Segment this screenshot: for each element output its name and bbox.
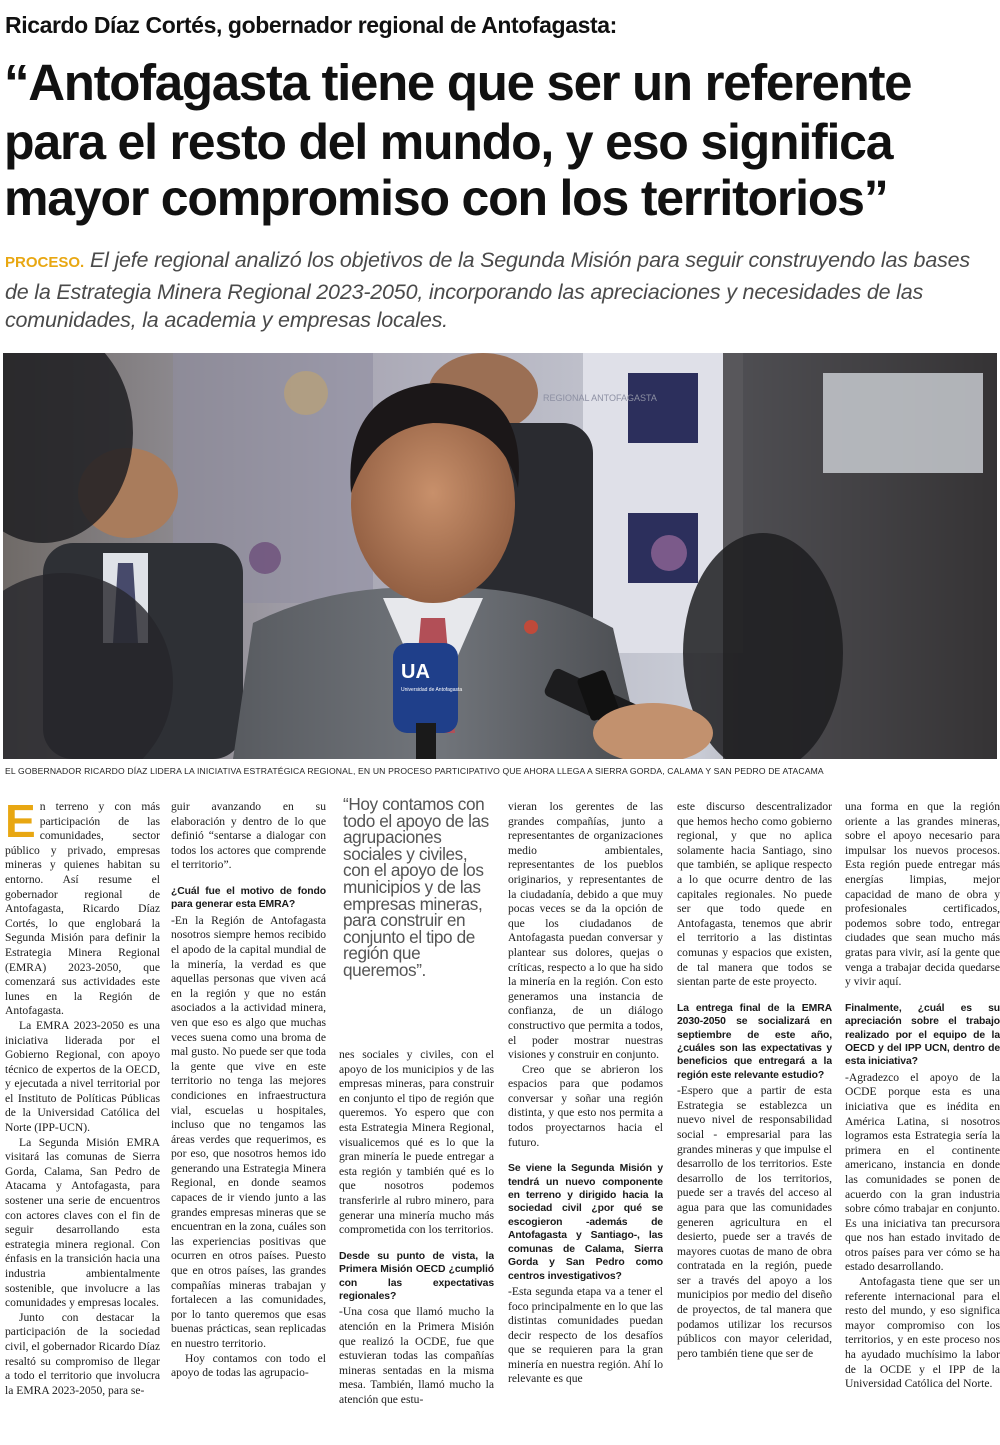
body-paragraph: Creo que se abrieron los espacios para que podamos conversar y soñar una región distinta, y que esto nos permita a todos proyectarnos hacia el futuro. — [508, 1062, 663, 1149]
interview-answer: -Espero que a partir de esta Estrategia se establezca un nuevo nivel de responsabilidad social - empresarial para las grandes mineras y que impulse el desarrollo de los territorios. Este desarrollo de los territorios, puede ser a través del acceso al agua para que las comunidades generen agricultura en el desierto, puede ser a través de mayores cuotas de mano de obra contratada en la región, puede ser a través del apoyo a los municipios por medio del diseño de proyectos, de tal manera que podamos utilizar los recursos públicos con mayor celeridad, pero también tiene que ser de — [677, 1084, 832, 1360]
interview-question: La entrega final de la EMRA 2030-2050 se socializará en septiembre de este año, ¿cuáles son las expectativas y beneficios que entregará a la región este relevante estudio? — [677, 1002, 832, 1081]
interview-answer: -En la Región de Antofagasta nosotros siempre hemos recibido el apodo de la capital mundial de la minería, la verdad es que aquellas personas que viven acá en la región y que no están asociados a la actividad minera, ven que eso es algo que muchas veces suena como una broma de mal gusto. No puede ser que toda la gente que vive en este territorio no tenga las mejores condiciones en infraestructura vial, escuelas u hospitales, incluso que no tengamos las áreas verdes que requerimos, es por eso, que nosotros hemos ido generando una Estrategia Minera Regional, en donde seamos capaces de ir viendo junto a las grandes empresas mineras que se encuentran en la zona, cuáles son las experiencias positivas que ocurren en otros países. Puesto que en otros países, las grandes compañías mineras trabajan y fortalecen a las comunidades, por lo tanto queremos que esas buenas prácticas, sean replicadas en nuestro territorio. — [171, 913, 326, 1350]
body-paragraph: una forma en que la región oriente a las grandes mineras, sobre el apoyo necesario para impulsar los nuevos procesos. Esta región puede entregar más energías limpias, mejor capacidad de mano de obra y profesionales certificados, podemos sobre todo, entregar ciudades que sean mucho más gratas para vivir, así la gente que venga a trabajar decida quedarse y vivir aquí. — [845, 800, 1000, 989]
column-2 — [171, 800, 326, 1430]
drop-cap: E — [5, 800, 36, 847]
body-paragraph: nes sociales y civiles, con el apoyo de los municipios y de las empresas mineras, para construir en conjunto el tipo de región que queremos. Yo espero que con esta Estrategia Minera Regional, visualicemos qué es lo que la gran minería le puede entregar a esta región y también qué es lo que nosotros podemos transferirle al rubro minero, para generar una minería mucho más comprometida con los territorios. — [339, 1048, 494, 1237]
interview-question: Finalmente, ¿cuál es su apreciación sobre el trabajo realizado por el equipo de la OECD y del IPP UCN, dentro de esta iniciativa? — [845, 1002, 1000, 1068]
article-photo — [3, 353, 997, 759]
body-paragraph: guir avanzando en su elaboración y dentro de lo que definió “sentarse a dialogar con todos los actores que comprende el territorio”. — [171, 800, 326, 872]
column-6 — [845, 800, 1000, 1430]
column-4 — [508, 800, 663, 1430]
mic-subtitle: Universidad de Antofagasta — [401, 687, 463, 693]
column-3 — [339, 1048, 494, 1430]
body-paragraph: este discurso descentralizador que hemos hecho como gobierno regional, y que no aplica solamente hacia Santiago, sino que también, se aplique respecto a lo que ocurre dentro de las capitales regionales. No puede ser que todo quede en Antofagasta, tenemos que abrir el territorio a las distintas comunas y espacios que existen, de tal manera que todos se sientan parte de este proyecto. — [677, 800, 832, 989]
interview-answer: -Esta segunda etapa va a tener el foco principalmente en lo que las distintas comunidades puedan decir respecto de los desafíos que se requieren para la gran minería en nuestra región. Ahí lo relevante es que — [508, 1284, 663, 1386]
body-paragraph: La EMRA 2023-2050 es una iniciativa liderada por el Gobierno Regional, con apoyo técnico de expertos de la OECD, y ejecutada a nivel territorial por el Instituto de Políticas Públicas de la Universidad Católica del Norte (IPP-UCN). — [5, 1018, 160, 1135]
interview-answer: -Una cosa que llamó mucho la atención en la Primera Misión que realizó la OCDE, fue que estuvieran todas las compañías mineras sentadas en la misma mesa. También, llamó mucho la atención que estu- — [339, 1305, 494, 1406]
photo-illustration — [3, 353, 997, 759]
interview-question: ¿Cuál fue el motivo de fondo para generar esta EMRA? — [171, 885, 326, 911]
body-paragraph: La Segunda Misión EMRA visitará las comunas de Sierra Gorda, Calama, San Pedro de Atacama y Antofagasta, para sostener una serie de encuentros con actores claves con el fin de seguir desarrollando esta estrategia minera regional. Con énfasis en la transición hacia una industria ambientalmente sostenible, que involucre a las comunidades y empresas locales. — [5, 1135, 160, 1310]
body-text: n terreno y con más participación de las comunidades, sector público y privado, empresas mineras y quienes habitan su entorno. Así resume el gobernador regional de Antofagasta, Ricardo Díaz Cortés, lo que englobará la Segunda Misión para definir la Estrategia Minera Regional (EMRA) 2023-2050, que comenzará sus actividades este lunes en la Región de Antofagasta. — [5, 800, 160, 1018]
lead-text: El jefe regional analizó los objetivos de la Segunda Misión para seguir construyendo las bases de la Estrategia Minera Regional 2023-2050, incorporando las apreciaciones y necesidades de las comunidades, la academia y empresas locales. — [5, 248, 970, 332]
backdrop-text: REGIONAL ANTOFAGASTA — [543, 393, 657, 403]
body-paragraph: Junto con destacar la participación de la sociedad civil, el gobernador Ricardo Díaz resaltó su compromiso de llegar a todo el territorio que involucra la EMRA 2023-2050, para se- — [5, 1310, 160, 1397]
headline-bold: “Antofagasta tiene que ser un referente — [4, 54, 912, 111]
article-kicker: Ricardo Díaz Cortés, gobernador regional de Antofagasta: — [5, 12, 617, 38]
column-1 — [5, 800, 160, 1430]
pull-quote: “Hoy contamos con todo el apoyo de las agrupaciones sociales y civiles, con el apoyo de los municipios y de las empresas mineras, para construir en conjunto el tipo de región que queremos”. — [343, 796, 489, 980]
body-paragraph: Hoy contamos con todo el apoyo de todas las agrupacio- — [171, 1351, 326, 1380]
interview-question: Se viene la Segunda Misión y tendrá un nuevo componente en terreno y dirigido hacia la sociedad civil ¿por qué se escogieron -además de Antofagasta y Santiago-, las comunas de Calama, Sierra Gorda y San Pedro como centros investigativos? — [508, 1163, 663, 1282]
photo-caption: EL GOBERNADOR RICARDO DÍAZ LIDERA LA INICIATIVA ESTRATÉGICA REGIONAL, EN UN PROCESO PARTICIPATIVO QUE AHORA LLEGA A SIERRA GORDA, CALAMA Y SAN PEDRO DE ATACAMA — [5, 766, 824, 776]
column-5 — [677, 800, 832, 1430]
headline-light: para el resto del mundo, y eso significa mayor compromiso con los territorios” — [4, 114, 893, 226]
lead-paragraph — [5, 246, 995, 335]
interview-answer: -Agradezco el apoyo de la OCDE porque esta es una iniciativa que es inédita en América Latina, si nosotros logramos esta Estrategia sería la primera en el continente americano, instancia en donde las comunidades se ponen de acuerdo con la gran industria sobre cómo trabajar en conjunto. Es una iniciativa tan precursora que nos han estado invitado de otros países para ver cómo se ha estado desarrollando. — [845, 1070, 1000, 1274]
interview-question: Desde su punto de vista, la Primera Misión OECD ¿cumplió con las expectativas regionales? — [339, 1250, 494, 1302]
lead-tag: PROCESO. — [5, 254, 85, 271]
body-paragraph: Antofagasta tiene que ser un referente internacional para el resto del mundo, y eso significa mayor compromiso con los territorios, y en este proceso nos ha ayudado muchísimo la labor de la OCDE y el IPP de la Universidad Católica del Norte. — [845, 1275, 1000, 1391]
body-paragraph: vieran los gerentes de las grandes compañías, junto a representantes de organizaciones medio ambientales, representantes de los pueblos originarios, y representantes de la ciudadanía, debido a que muy pocas veces se da la opción de que los ciudadanos de Antofagasta puedan conversar y plantear sus dolores, quejas o críticas, respecto a lo que ha sido la minería en la región. Con esto generamos una instancia de confianza, de un diálogo constructivo que permita a todos, el poder mostrar nuestras visiones y construir en conjunto. — [508, 800, 663, 1062]
intro-paragraph — [5, 800, 160, 1019]
mic-logo: UA — [401, 661, 430, 683]
